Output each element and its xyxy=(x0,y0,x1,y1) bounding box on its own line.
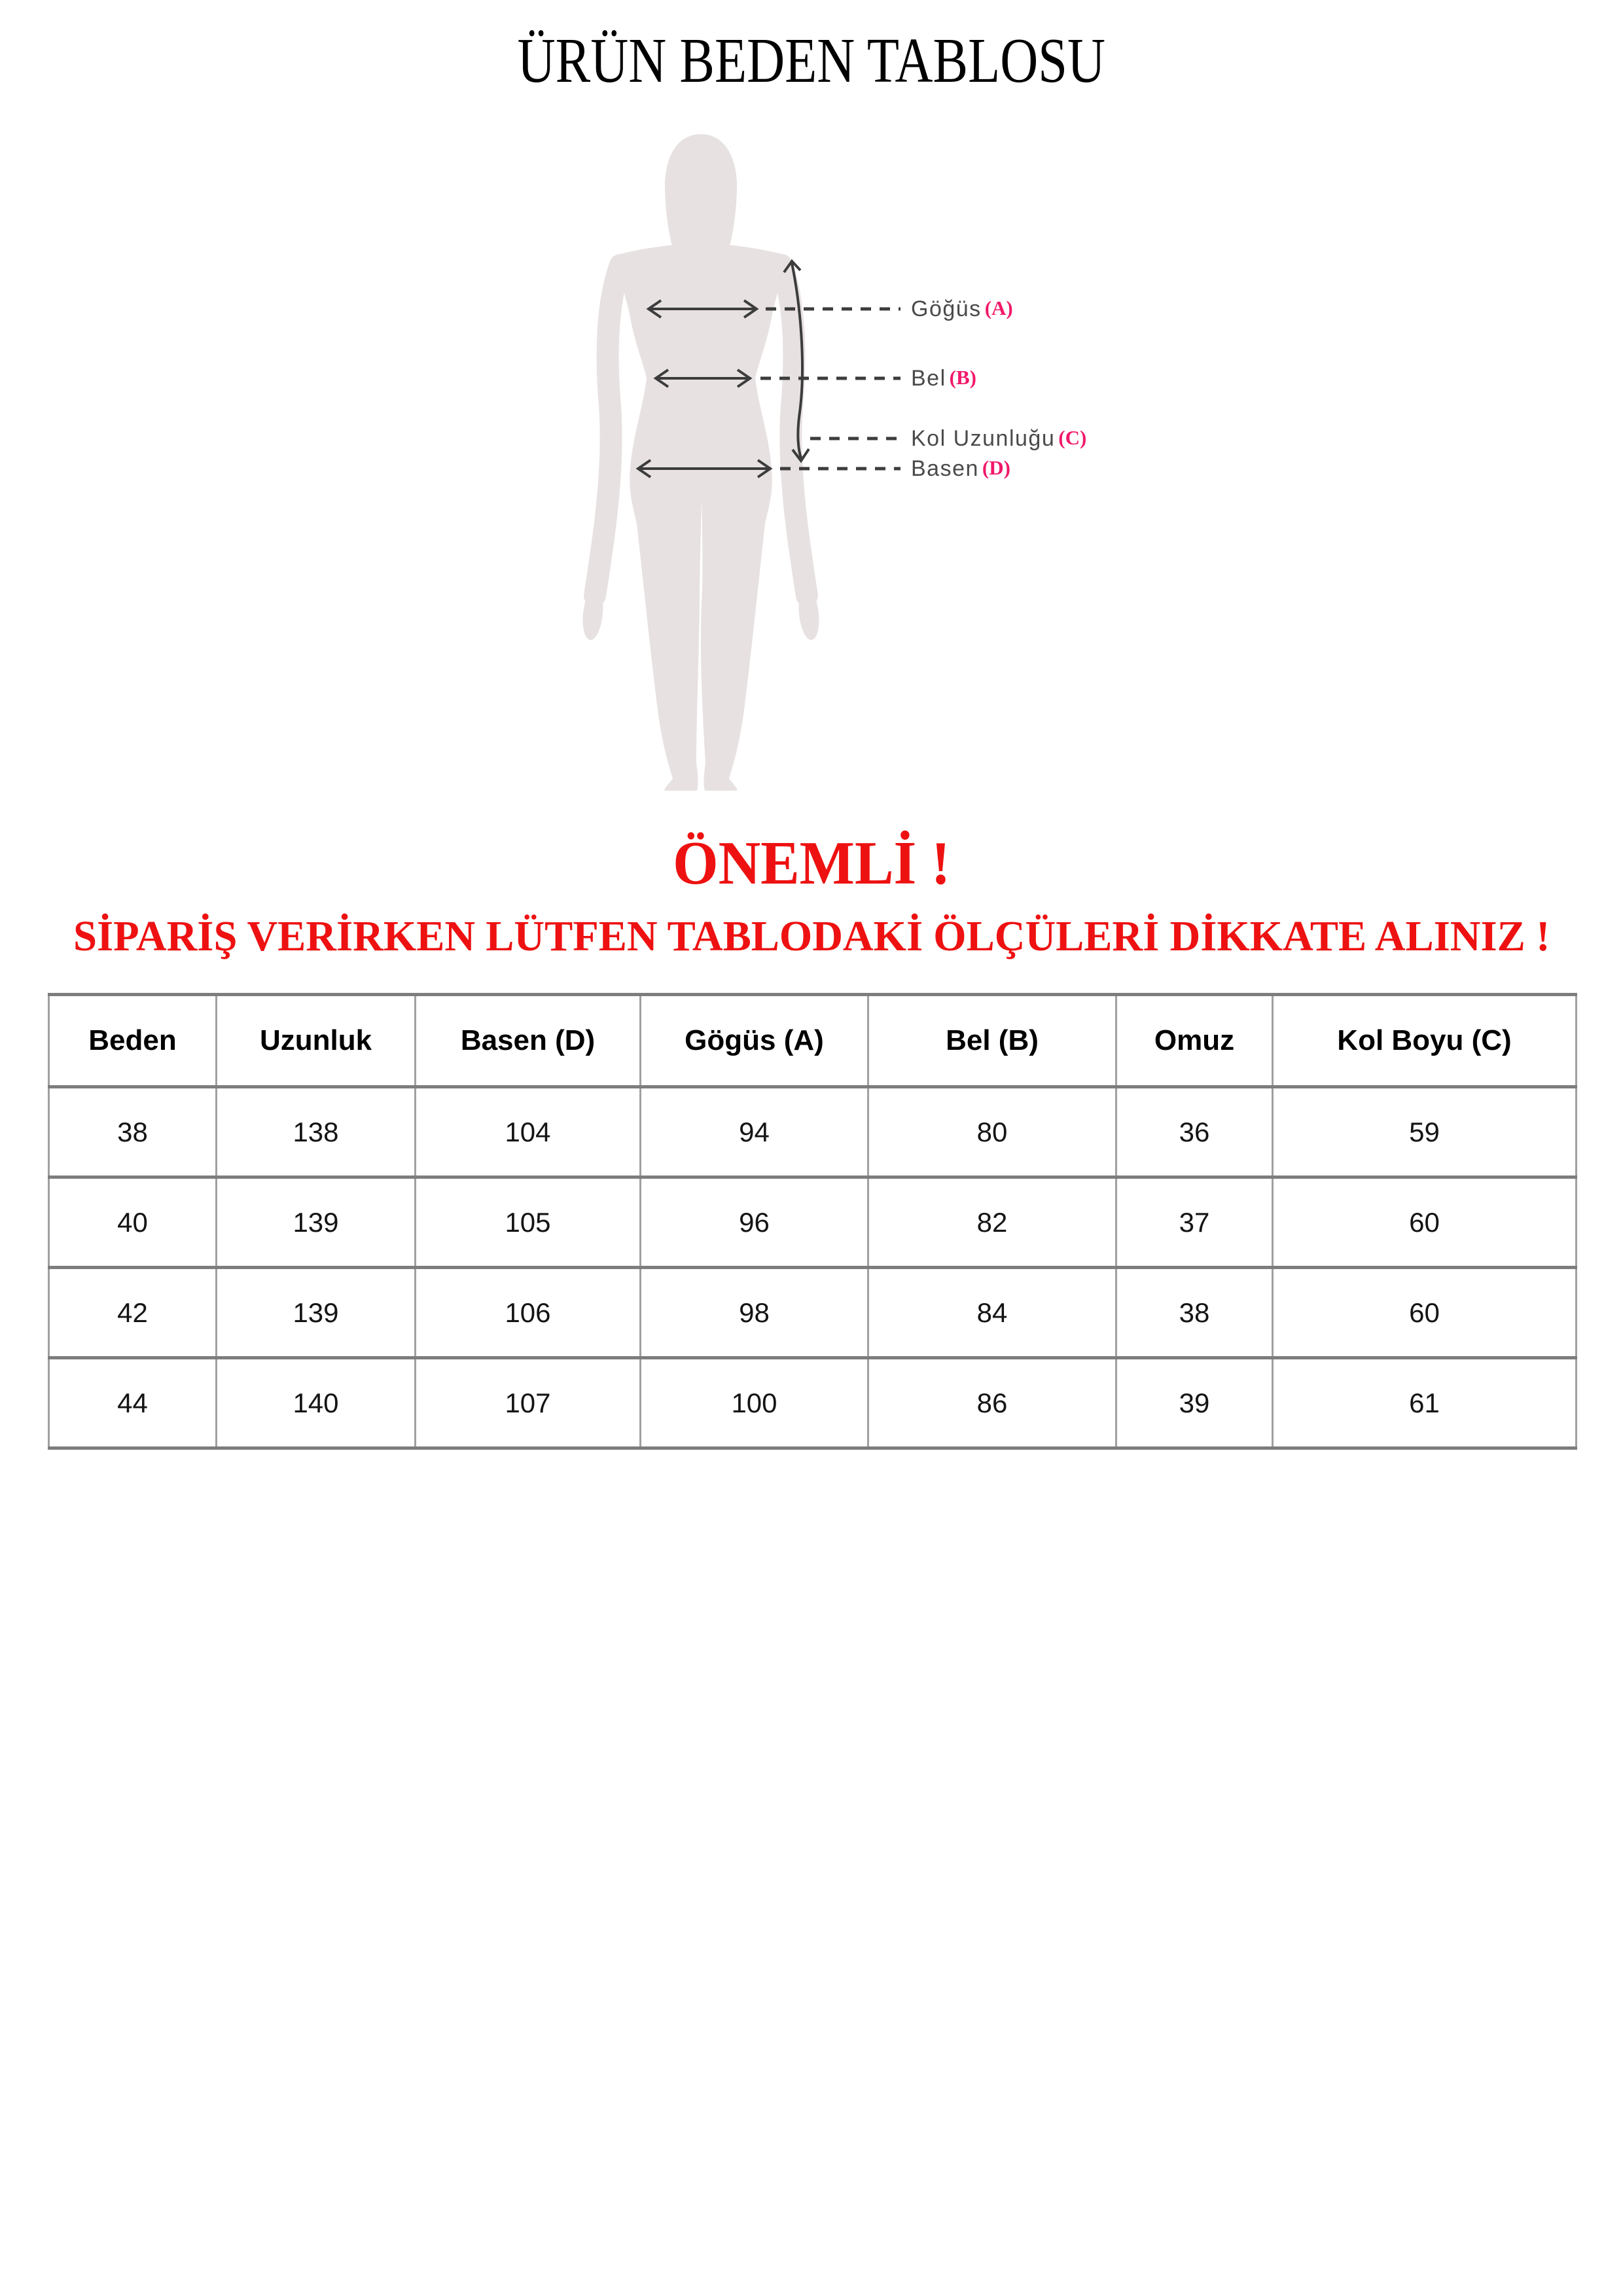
important-heading-row xyxy=(0,829,1623,897)
measure-label-arm-length-code: (C) xyxy=(1058,426,1087,449)
order-warning-row xyxy=(0,912,1623,960)
silhouette-body xyxy=(615,243,787,791)
cell-uzunluk: 139 xyxy=(217,1268,416,1358)
silhouette-left-arm xyxy=(595,265,620,596)
important-heading: ÖNEMLİ ! xyxy=(672,829,951,897)
measure-label-arm-length xyxy=(911,427,1086,450)
silhouette-right-arm xyxy=(781,265,807,596)
page-title-row xyxy=(0,27,1623,95)
cell-beden: 42 xyxy=(49,1268,217,1358)
header-basen: Basen (D) xyxy=(416,995,641,1087)
cell-gogus: 98 xyxy=(641,1268,868,1358)
cell-bel: 82 xyxy=(868,1177,1116,1268)
cell-kol-boyu: 60 xyxy=(1273,1268,1577,1358)
cell-uzunluk: 138 xyxy=(217,1087,416,1177)
header-beden: Beden xyxy=(49,995,217,1087)
cell-basen: 104 xyxy=(416,1087,641,1177)
cell-beden: 44 xyxy=(49,1358,217,1448)
size-table-header-row xyxy=(49,995,1577,1087)
header-uzunluk: Uzunluk xyxy=(217,995,416,1087)
measure-label-chest-code: (A) xyxy=(984,296,1013,319)
size-table-row-44 xyxy=(49,1358,1577,1448)
cell-basen: 105 xyxy=(416,1177,641,1268)
cell-uzunluk: 139 xyxy=(217,1177,416,1268)
cell-beden: 40 xyxy=(49,1177,217,1268)
measure-label-chest xyxy=(911,298,1013,320)
cell-bel: 86 xyxy=(868,1358,1116,1448)
cell-bel: 80 xyxy=(868,1087,1116,1177)
measure-label-waist-text: Bel xyxy=(911,366,946,391)
cell-omuz: 38 xyxy=(1116,1268,1273,1358)
size-table-row-38 xyxy=(49,1087,1577,1177)
cell-omuz: 36 xyxy=(1116,1087,1273,1177)
female-silhouette xyxy=(580,134,821,791)
cell-beden: 38 xyxy=(49,1087,217,1177)
header-gogus: Gögüs (A) xyxy=(641,995,868,1087)
measure-label-hips-text: Basen xyxy=(911,456,979,481)
measure-label-hips-code: (D) xyxy=(982,456,1010,479)
cell-gogus: 94 xyxy=(641,1087,868,1177)
cell-kol-boyu: 59 xyxy=(1273,1087,1577,1177)
measure-label-chest-text: Göğüs xyxy=(911,296,982,321)
cell-bel: 84 xyxy=(868,1268,1116,1358)
measure-label-waist xyxy=(911,367,976,389)
cell-basen: 107 xyxy=(416,1358,641,1448)
cell-basen: 106 xyxy=(416,1268,641,1358)
header-omuz: Omuz xyxy=(1116,995,1273,1087)
size-table-row-40 xyxy=(49,1177,1577,1268)
header-bel: Bel (B) xyxy=(868,995,1116,1087)
order-warning-text: SİPARİŞ VERİRKEN LÜTFEN TABLODAKİ ÖLÇÜLERİ DİKKATE ALINIZ ! xyxy=(73,912,1550,960)
measure-label-hips xyxy=(911,457,1010,480)
cell-omuz: 37 xyxy=(1116,1177,1273,1268)
cell-uzunluk: 140 xyxy=(217,1358,416,1448)
cell-kol-boyu: 60 xyxy=(1273,1177,1577,1268)
cell-omuz: 39 xyxy=(1116,1358,1273,1448)
measure-label-waist-code: (B) xyxy=(949,366,976,389)
female-silhouette-graphic xyxy=(510,98,916,818)
size-table-row-42 xyxy=(49,1268,1577,1358)
cell-gogus: 100 xyxy=(641,1358,868,1448)
cell-kol-boyu: 61 xyxy=(1273,1358,1577,1448)
header-kol-boyu: Kol Boyu (C) xyxy=(1273,995,1577,1087)
size-table xyxy=(48,993,1577,1450)
measure-label-arm-length-text: Kol Uzunluğu xyxy=(911,426,1056,451)
cell-gogus: 96 xyxy=(641,1177,868,1268)
page-title: ÜRÜN BEDEN TABLOSU xyxy=(517,26,1106,96)
